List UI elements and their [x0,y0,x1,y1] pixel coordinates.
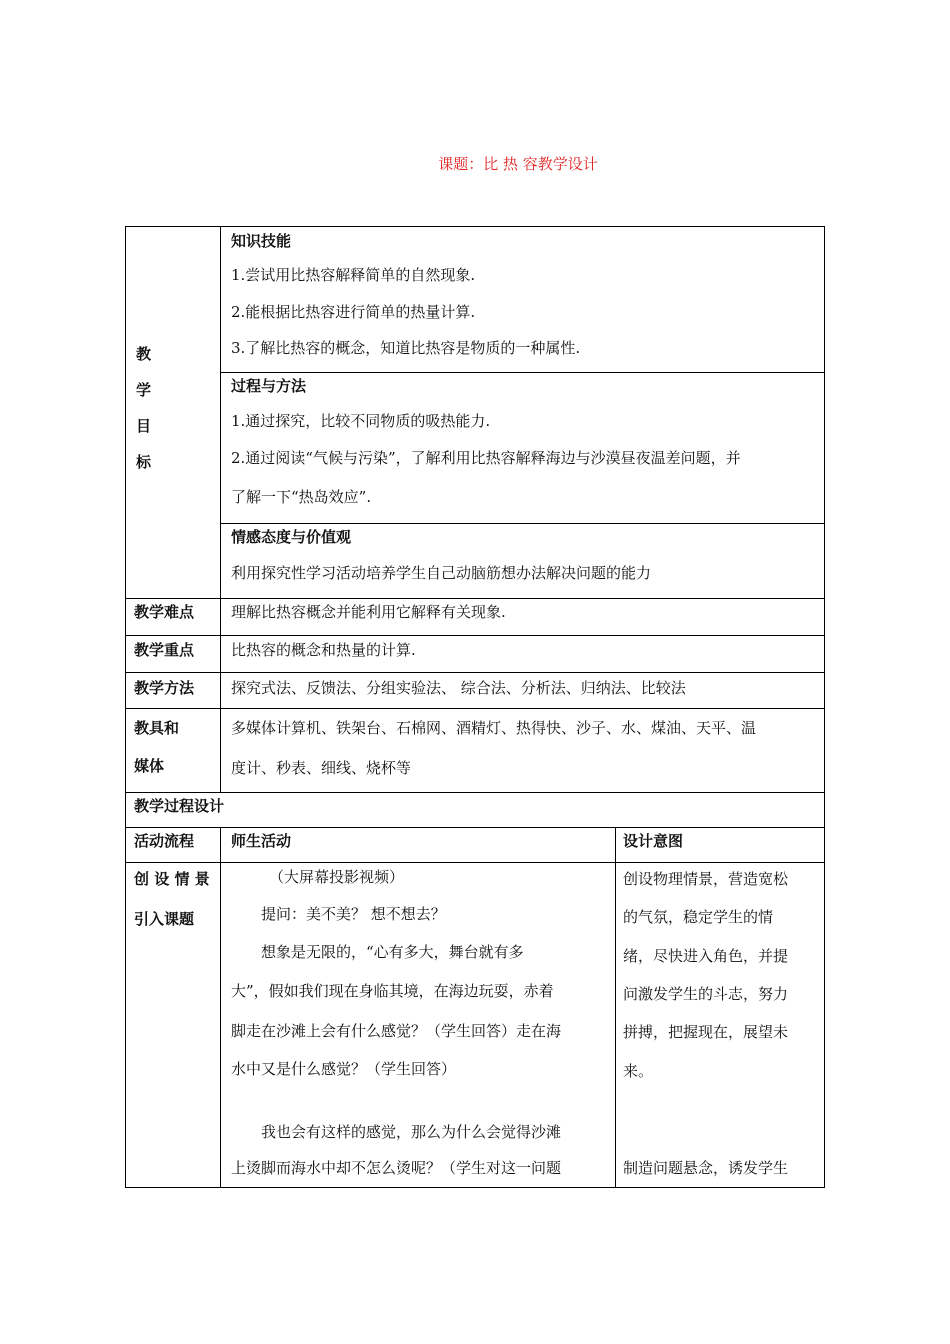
difficulty-value: 理解比热容概念并能利用它解释有关现象. [231,603,506,621]
tools-label: 媒体 [134,757,165,775]
goals-label-char: 标 [136,453,152,471]
emotion-item: 利用探究性学习活动培养学生自己动脑筋想办法解决问题的能力 [231,564,652,582]
column-header: 活动流程 [134,832,195,850]
activity-line: 大”，假如我们现在身临其境，在海边玩耍，赤着 [231,982,554,1000]
focus-value: 比热容的概念和热量的计算. [231,641,416,659]
tools-value: 多媒体计算机、铁架台、石棉网、酒精灯、热得快、沙子、水、煤油、天平、温 [231,719,757,737]
divider [220,372,825,373]
divider [615,827,616,1188]
activity-line: （大屏幕投影视频） [269,868,405,886]
divider [220,827,221,1188]
divider [125,672,825,673]
intent-line: 创设物理情景，营造宽松 [623,870,789,888]
process-design-heading: 教学过程设计 [134,797,225,815]
activity-line: 想象是无限的，“心有多大，舞台就有多 [261,943,524,961]
intent-line: 拼搏，把握现在，展望未 [623,1023,789,1041]
activity-line: 上烫脚而海水中却不怎么烫呢？（学生对这一问题 [231,1159,562,1177]
table-border-right [824,226,825,1188]
divider [125,708,825,709]
table-border-top [125,226,825,227]
process-item: 1.通过探究，比较不同物质的吸热能力. [231,412,491,430]
activity-line: 脚走在沙滩上会有什么感觉？（学生回答）走在海 [231,1022,562,1040]
activity-line: 水中又是什么感觉？（学生回答） [231,1060,457,1078]
process-item: 2.通过阅读“气候与污染”，了解利用比热容解释海边与沙漠昼夜温差问题，并 [231,449,741,467]
flow-label: 创 设 情 景 [134,870,210,888]
divider [125,792,825,793]
goals-label-char: 学 [136,381,152,399]
tools-label: 教具和 [134,719,180,737]
knowledge-item: 2.能根据比热容进行简单的热量计算. [231,303,476,321]
process-heading: 过程与方法 [231,377,307,395]
table-border-left [125,226,126,1188]
table-border-bottom [125,1187,825,1188]
methods-label: 教学方法 [134,679,195,697]
difficulty-label: 教学难点 [134,603,195,621]
knowledge-item: 1.尝试用比热容解释简单的自然现象. [231,266,476,284]
column-header: 师生活动 [231,832,292,850]
column-header: 设计意图 [623,832,684,850]
divider [125,862,825,863]
goals-label-char: 目 [136,417,152,435]
intent-line: 绪，尽快进入角色，并提 [623,947,789,965]
divider [220,226,221,793]
process-item: 了解一下“热岛效应”. [231,488,372,506]
intent-line: 的气氛，稳定学生的情 [623,908,774,926]
intent-line: 制造问题悬念，诱发学生 [623,1159,789,1177]
divider [125,635,825,636]
knowledge-heading: 知识技能 [231,232,292,250]
lesson-plan-table [125,226,825,1188]
goals-label-char: 教 [136,345,152,363]
focus-label: 教学重点 [134,641,195,659]
page-title: 课题：比 热 容教学设计 [438,155,598,173]
emotion-heading: 情感态度与价值观 [231,528,352,546]
knowledge-item: 3.了解比热容的概念，知道比热容是物质的一种属性. [231,339,581,357]
intent-line: 问激发学生的斗志，努力 [623,985,789,1003]
flow-label: 引入课题 [134,910,195,928]
tools-value: 度计、秒表、细线、烧杯等 [231,759,412,777]
activity-line: 我也会有这样的感觉，那么为什么会觉得沙滩 [261,1123,562,1141]
divider [125,598,825,599]
divider [220,523,825,524]
divider [125,827,825,828]
methods-value: 探究式法、反馈法、分组实验法、 综合法、分析法、归纳法、比较法 [231,679,686,697]
intent-line: 来。 [623,1062,654,1080]
activity-line: 提问：美不美？ 想不想去？ [261,905,446,923]
